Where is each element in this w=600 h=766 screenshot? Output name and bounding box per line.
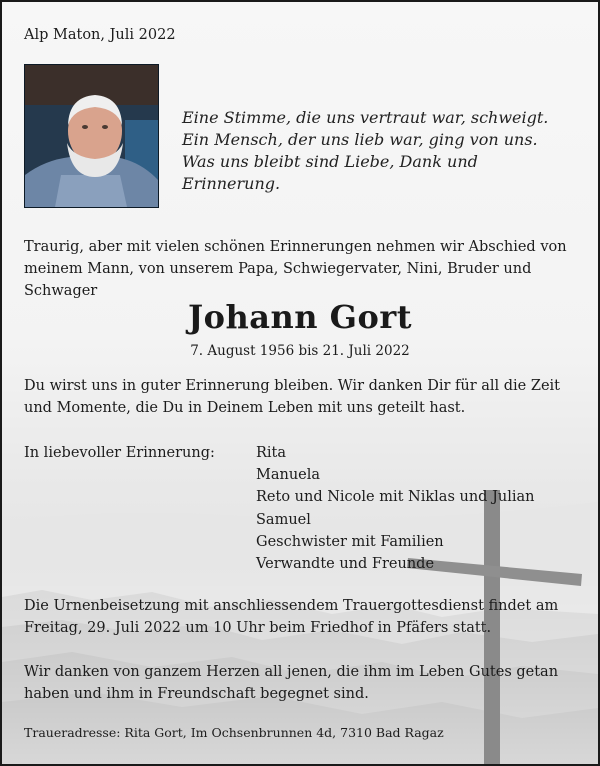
list-item: Verwandte und Freunde [256,556,435,573]
list-item: Rita [256,445,287,461]
mourning-address: Traueradresse: Rita Gort, Im Ochsenbrunnen 4d, 7310 Bad Ragaz [24,725,444,740]
memory-label: In liebevoller Erinnerung: [24,445,215,461]
list-item: Samuel [256,511,311,528]
list-item: Reto und Nicole mit Niklas und Julian [256,489,535,506]
list-item: Geschwister mit Familien [256,533,444,550]
life-dates: 7. August 1956 bis 21. Juli 2022 [190,343,410,359]
place-date: Alp Maton, Juli 2022 [24,27,176,43]
list-item: Manuela [256,467,321,484]
mourners-list [256,442,534,575]
deceased-name: Johann Gort [188,298,412,336]
intro-text: Traurig, aber mit vielen schönen Erinnerungen nehmen wir Abschied von meinem Mann, von unserem Papa, Schwiegervater, Nini, Bruder und Schwager [24,239,567,299]
portrait-photo [24,64,159,208]
final-thanks: Wir danken von ganzem Herzen all jenen, die ihm im Leben Gutes getan haben und ihm in Freundschaft begegnet sind. [24,664,559,702]
thanks-text: Du wirst uns in guter Erinnerung bleiben. Wir danken Dir für all die Zeit und Momente, die Du in Deinem Leben mit uns geteilt hast. [24,378,560,416]
memorial-quote: Eine Stimme, die uns vertraut war, schweigt. Ein Mensch, der uns lieb war, ging von uns. Was uns bleibt sind Liebe, Dank und Erinnerung. [182,108,549,193]
ceremony-info: Die Urnenbeisetzung mit anschliessendem Trauergottesdienst findet am Freitag, 29. Juli 2022 um 10 Uhr beim Friedhof in Pfäfers statt. [24,598,559,636]
